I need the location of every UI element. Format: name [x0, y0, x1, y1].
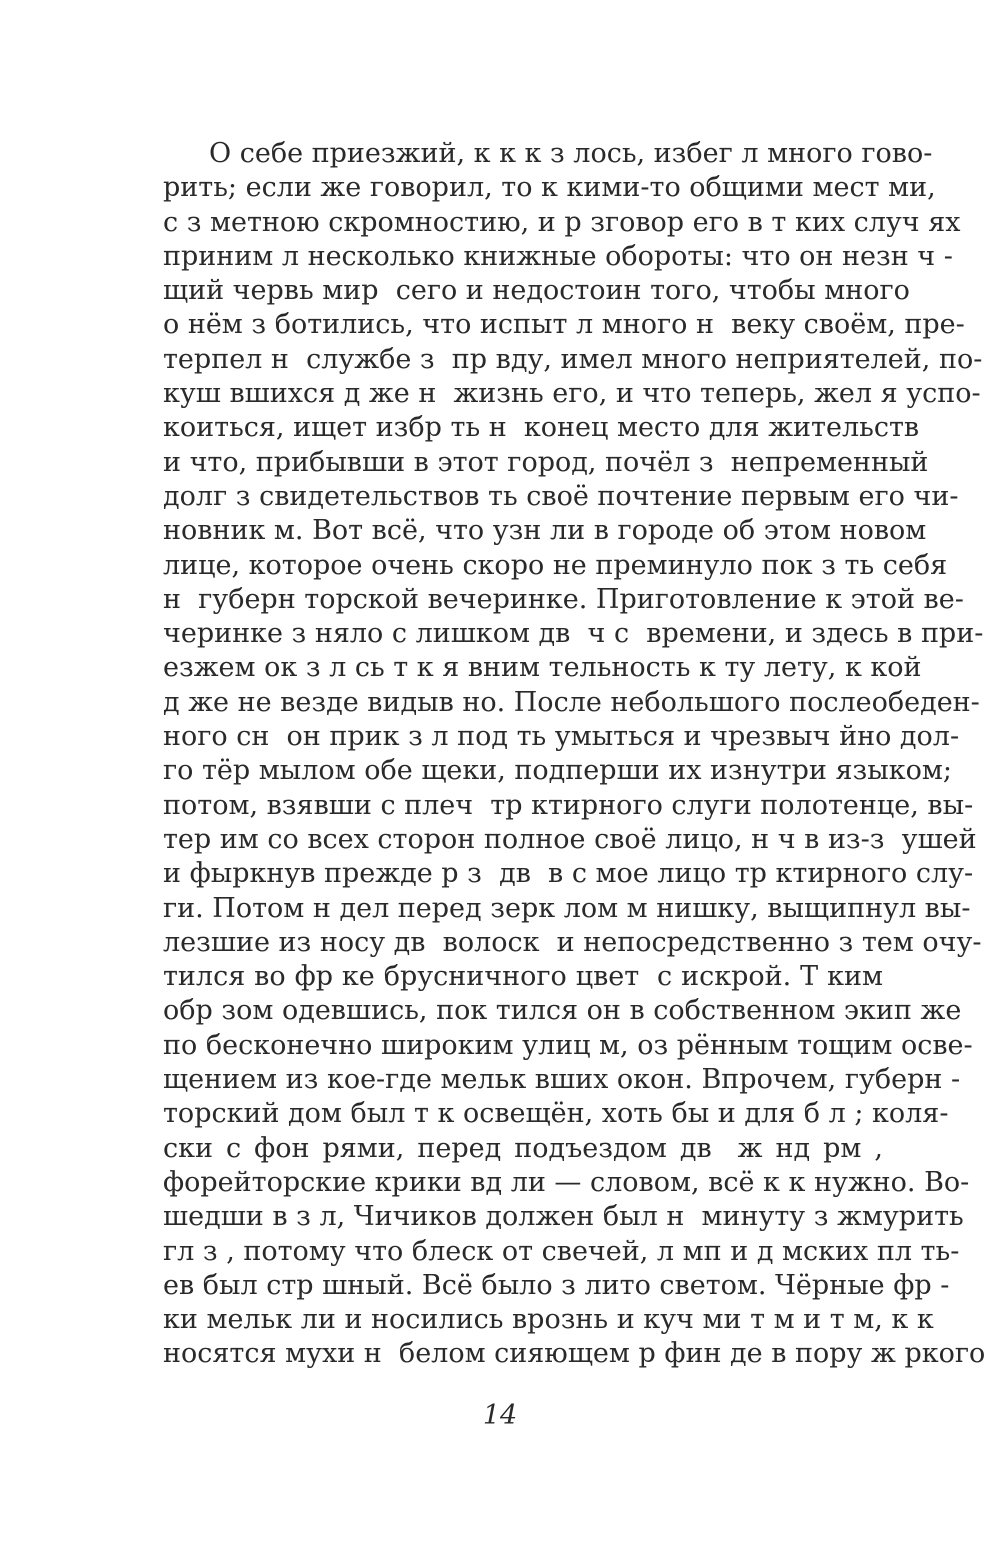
page-number: 14 [482, 1400, 518, 1431]
text-line: ного сн он прик з л под ть умыться и чрезвыч йно дол- [163, 721, 960, 753]
text-line: ги. Потом н дел перед зерк лом м нишку, выщипнул вы- [163, 892, 971, 924]
text-line: тер им со всех сторон полное своё лицо, н ч в из-з ушей [163, 823, 977, 855]
text-line: коиться, ищет избр ть н конец место для жительств [163, 412, 920, 444]
text-line: по бесконечно широким улиц м, оз рённым тощим осве- [163, 1029, 973, 1061]
text-line: терпел н службе з пр вду, имел много неприятелей, по- [163, 343, 983, 375]
text-line: носятся мухи н белом сияющем р фин де в пору ж ркого [163, 1338, 986, 1370]
text-line: о нём з ботились, что испыт л много н веку своём, пре- [163, 309, 965, 341]
text-line: н губерн торской вечеринке. Приготовление к этой ве- [163, 583, 964, 615]
text-line: новник м. Вот всё, что узн ли в городе об этом новом [163, 515, 927, 547]
text-line: ски с фон рями, перед подъездом дв ж нд рм , [163, 1132, 883, 1164]
text-line: черинке з няло с лишком дв ч с времени, и здесь в при- [163, 618, 984, 650]
body-text [163, 137, 986, 1372]
text-line: д же не везде видыв но. После небольшого послеобеден- [163, 686, 980, 718]
text-line: куш вшихся д же н жизнь его, и что теперь, жел я успо- [163, 378, 981, 410]
text-line: лезшие из носу дв волоск и непосредственно з тем очу- [163, 926, 982, 958]
text-line: обр зом одевшись, пок тился он в собственном экип же [163, 995, 962, 1027]
text-line: и что, прибывши в этот город, почёл з непременный [163, 446, 929, 478]
text-line: гл з , потому что блеск от свечей, л мп и д мских пл ть- [163, 1235, 960, 1267]
text-line: торский дом был т к освещён, хоть бы и для б л ; коля- [163, 1098, 949, 1130]
text-line: долг з свидетельствов ть своё почтение первым его чи- [163, 480, 959, 512]
text-line: тился во фр ке брусничного цвет с искрой. Т ким [163, 961, 883, 993]
text-line: езжем ок з л сь т к я вним тельность к ту лету, к кой [163, 652, 922, 684]
text-line: потом, взявши с плеч тр ктирного слуги полотенце, вы- [163, 789, 974, 821]
text-line: О себе приезжий, к к к з лось, избег л много гово- [209, 138, 933, 169]
text-line: шедши в з л, Чичиков должен был н минуту з жмурить [163, 1201, 964, 1233]
text-line: ки мельк ли и носились врознь и куч ми т м и т м, к к [163, 1304, 934, 1336]
text-line: форейторские крики вд ли — словом, всё к к нужно. Во- [163, 1166, 970, 1198]
text-line: с з метною скромностию, и р зговор его в т ких случ ях [163, 206, 961, 238]
text-line: ев был стр шный. Всё было з лито светом. Чёрные фр - [163, 1269, 950, 1301]
text-line: го тёр мылом обе щеки, подперши их изнутри языком; [163, 755, 952, 787]
text-line: приним л несколько книжные обороты: что он незн ч - [163, 240, 953, 272]
text-line: лице, которое очень скоро не преминуло пок з ть себя [163, 549, 948, 581]
text-line: щий червь мир сего и недостоин того, чтобы много [163, 275, 910, 307]
text-line: и фыркнув прежде р з дв в с мое лицо тр ктирного слу- [163, 858, 974, 890]
text-line: рить; если же говорил, то к кими-то общими мест ми, [163, 172, 936, 204]
text-line: щением из кое-где мельк вших окон. Впрочем, губерн - [163, 1064, 961, 1096]
